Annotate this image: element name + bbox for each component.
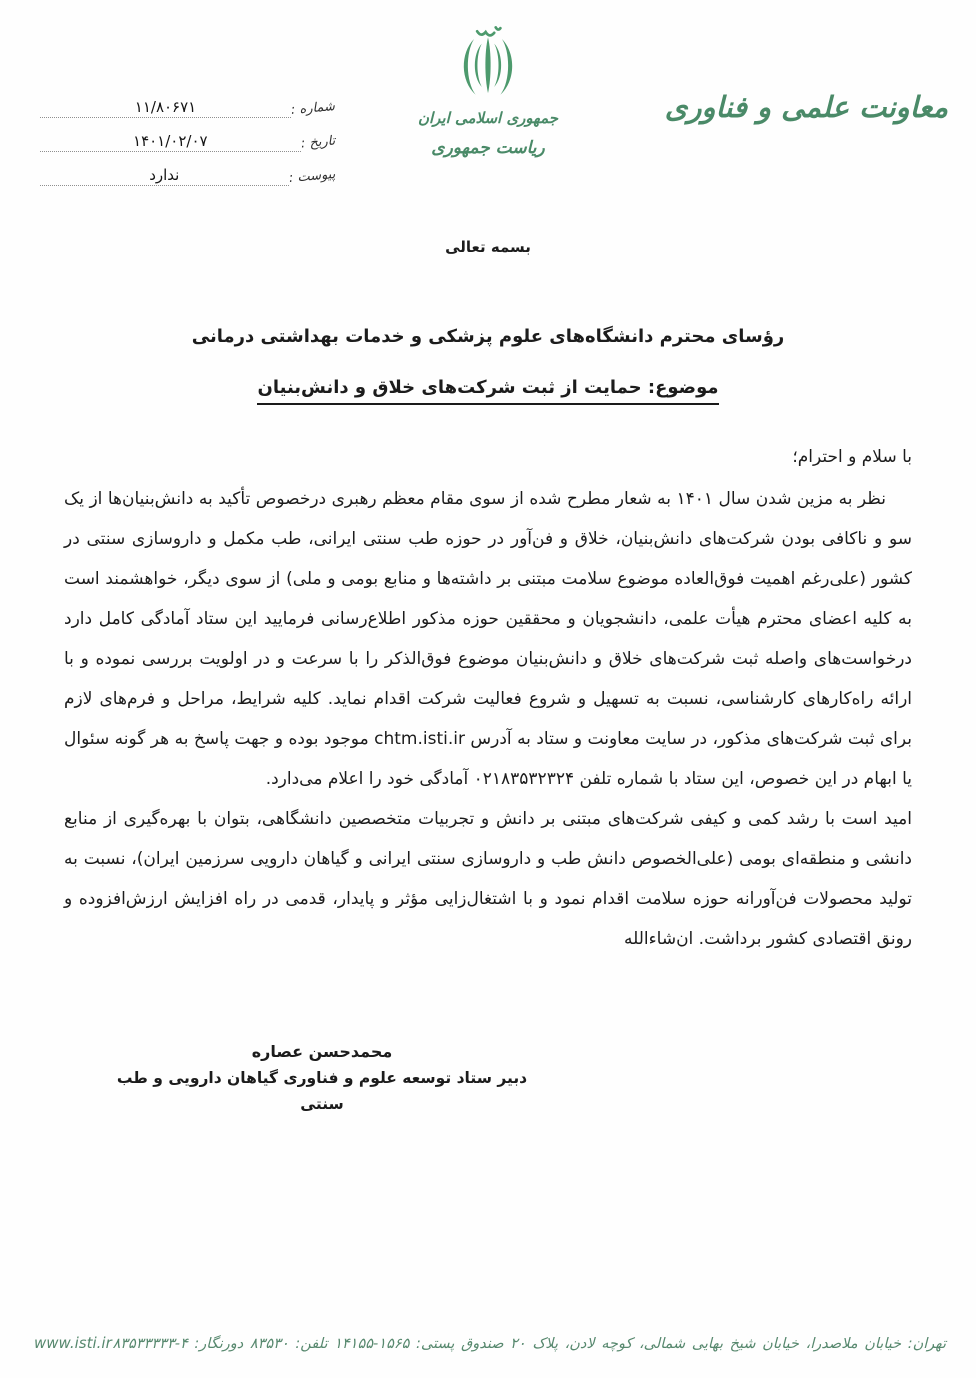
letter-footer — [34, 1334, 946, 1352]
ref-attachment-line — [40, 165, 289, 186]
body-paragraph-2: امید است با رشد کمی و کیفی شرکت‌های مبتنی بر دانش و تجربیات متخصصین دانشگاهی، بتوان با بهره‌گیری از منابع دانشی و منطقه‌ای بومی (علی‌الخصوص دانش طب و داروسازی سنتی ایرانی و گیاهان دارویی سرزمین ایران)، نسبت به تولید محصولات فن‌آورانه حوزه سلامت اقدام نمود و با اشتغال‌زایی مؤثر و پایدار، قدمی در راه افزایش ارزش‌افزوده و رونق اقتصادی کشور برداشت. ان‌شاءالله — [64, 809, 912, 949]
ref-number-value: ۱۱/۸۰۶۷۱ — [134, 98, 197, 116]
ref-attachment-label: پیوست : — [287, 167, 336, 186]
ref-number-label: شماره : — [290, 99, 336, 118]
ref-date-label: تاریخ : — [299, 133, 336, 152]
footer-website: www.isti.ir — [34, 1334, 112, 1352]
addressee-line: رؤسای محترم دانشگاه‌های علوم پزشکی و خدمات بهداشتی درمانی — [191, 326, 785, 347]
ref-date-value: ۱۴۰۱/۰۲/۰۷ — [133, 132, 208, 150]
iran-emblem-icon — [449, 22, 527, 104]
signatory-name: محمدحسن عصاره — [251, 1042, 393, 1061]
emblem-presidency-subtitle: ریاست جمهوری — [431, 138, 545, 158]
signatory-title: دبیر ستاد توسعه علوم و فناوری گیاهان دارویی و طب سنتی — [116, 1069, 528, 1113]
footer-address: تهران: خیابان ملاصدرا، خیابان شیخ بهایی شمالی، کوچه لادن، پلاک ۲۰ صندوق پستی: ۱۵۶۵-۱۴۱۵۵ تلفن: ۸۳۵۳۰ دورنگار: ۴-۸۳۵۳۳۳۳۳ — [112, 1336, 946, 1352]
ref-attachment-value: ندارد — [149, 166, 180, 184]
besmele-invocation: بسمه تعالی — [445, 238, 531, 256]
subject-wrap — [64, 377, 912, 405]
emblem-country-title: جمهوری اسلامی ایران — [417, 109, 559, 127]
greeting-line: با سلام و احترام؛ — [792, 447, 912, 467]
signature-block — [102, 1039, 542, 1117]
letterhead — [0, 0, 976, 210]
org-calligraphy-title: معاونت علمی و فناوری — [664, 90, 948, 124]
subject-line: موضوع: حمایت از ثبت شرکت‌های خلاق و دانش‌بنیان — [257, 377, 718, 405]
body-paragraph-1: نظر به مزین شدن سال ۱۴۰۱ به شعار مطرح شده از سوی مقام معظم رهبری درخصوص تأکید به دانش‌بنیان‌ها از یک سو و ناکافی بودن شرکت‌های دانش‌بنیان، خلاق و فن‌آور در حوزه طب سنتی ایرانی، طب مکمل و داروسازی سنتی در کشور (علی‌رغم اهمیت فوق‌العاده موضوع سلامت مبتنی بر داشته‌ها و منابع بومی و ملی) از سوی دیگر، خواهشمند است به کلیه اعضای محترم هیأت علمی، دانشجویان و محققین حوزه مذکور اطلاع‌رسانی فرمایید این ستاد آمادگی کامل دارد درخواست‌های واصله ثبت شرکت‌های خلاق و دانش‌بنیان موضوع فوق‌الذکر را با سرعت و در اولویت بررسی نموده و با ارائه راه‌کارهای کارشناسی، نسبت به تسهیل و شروع فعالیت شرکت اقدام نماید. کلیه شرایط، مراحل و فرم‌های لازم برای ثبت شرکت‌های مذکور، در سایت معاونت و ستاد به آدرس chtm.isti.ir موجود بوده و جهت پاسخ به هر گونه سئوال یا ابهام در این خصوص، این ستاد با شماره تلفن ۰۲۱۸۳۵۳۲۳۲۴ آمادگی خود را اعلام می‌دارد. — [64, 489, 912, 789]
